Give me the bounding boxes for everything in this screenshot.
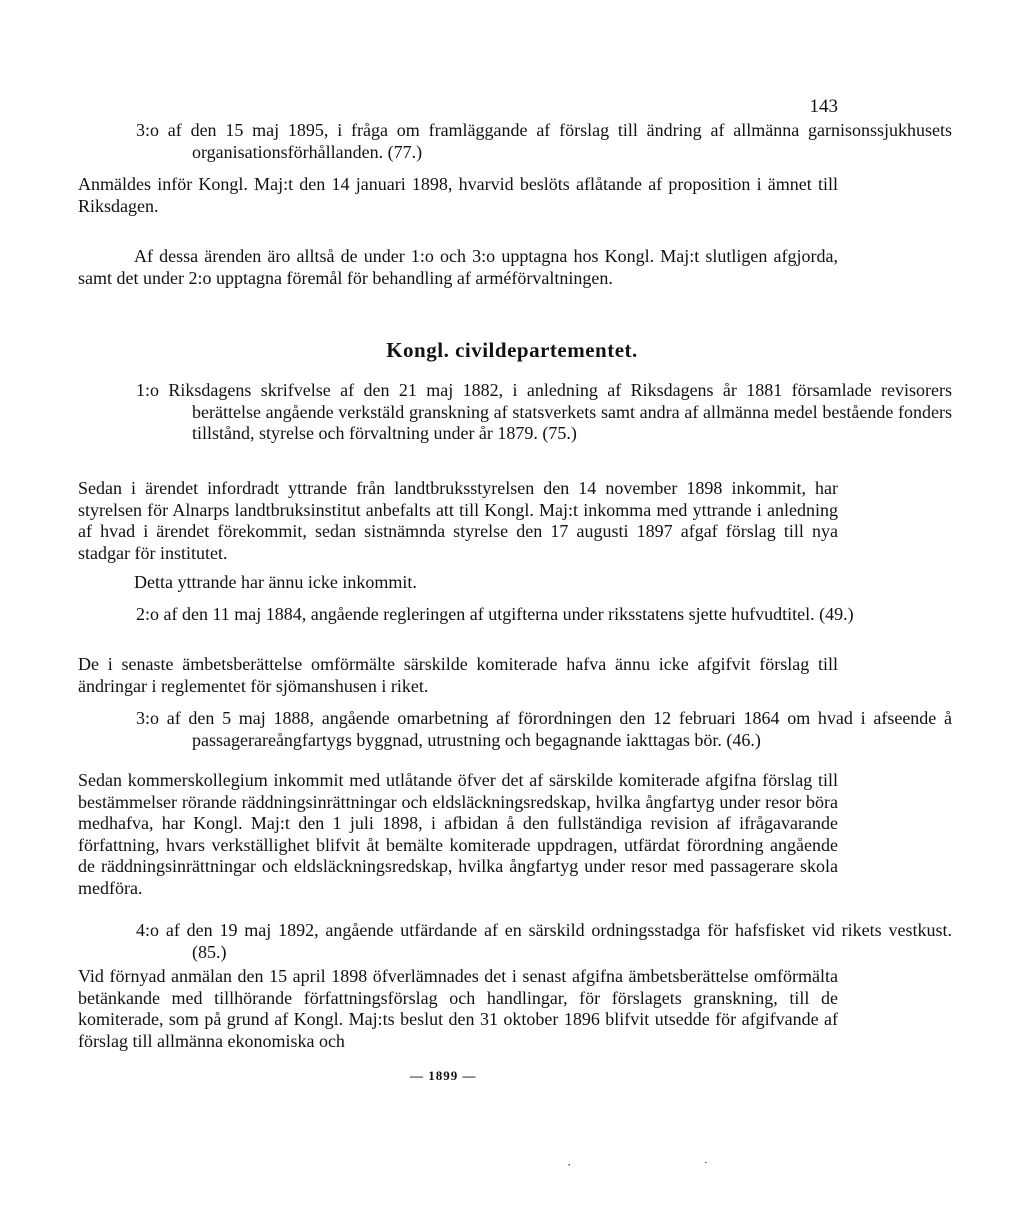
item-paragraph-3o: 3:o af den 15 maj 1895, i fråga om framläggande af förslag till ändring af allmänna garnisonssjukhusets organisationsförhållanden. (77.) bbox=[136, 120, 952, 162]
body-paragraph: Anmäldes inför Kongl. Maj:t den 14 januari 1898, hvarvid beslöts aflåtande af proposition i ämnet till Riksdagen. bbox=[78, 174, 838, 216]
summary-paragraph: Af dessa ärenden äro alltså de under 1:o och 3:o upptagna hos Kongl. Maj:t slutligen afgjorda, samt det under 2:o upptagna föremål för behandling af arméförvaltningen. bbox=[78, 246, 838, 288]
body-paragraph: Sedan i ärendet infordradt yttrande från landtbruksstyrelsen den 14 november 1898 inkommit, har styrelsen för Alnarps landtbruksinstitut anbefalts att till Kongl. Maj:t inkomma med yttrande i anledning af hvad i ärendet förekommit, sedan sistnämnda styrelse den 17 augusti 1897 afgaf förslag till nya stadgar för institutet. bbox=[78, 478, 838, 563]
item-paragraph-2o: 2:o af den 11 maj 1884, angående regleringen af utgifterna under riksstatens sjette hufvudtitel. (49.) bbox=[136, 604, 854, 624]
section-heading: Kongl. civildepartementet. bbox=[386, 338, 638, 362]
body-paragraph: Sedan kommerskollegium inkommit med utlåtande öfver det af särskilde komiterade afgifna förslag till bestämmelser rörande räddningsinrättningar och eldsläckningsredskap, hvilka ångfartyg under resor böra medhafva, har Kongl. Maj:t den 1 juli 1898, i afbidan å den fullständiga revision af ifrågavarande författning, hvars verkställighet blifvit åt bemälte komiterade uppdragen, utfärdat förordning angående de räddningsinrättningar och eldsläckningsredskap, hvilka ångfartyg under resor med passagerare skola medföra. bbox=[78, 770, 838, 898]
body-paragraph: De i senaste ämbetsberättelse omförmälte särskilde komiterade hafva ännu icke afgifvit förslag till ändringar i reglementet för sjömanshusen i riket. bbox=[78, 654, 838, 696]
item-paragraph-1o: 1:o Riksdagens skrifvelse af den 21 maj 1882, i anledning af Riksdagens år 1881 församlade revisorers berättelse angående verkstäld granskning af statsverkets samt andra af allmänna medel bestående fonders tillstånd, styrelse och förvaltning under år 1879. (75.) bbox=[136, 380, 952, 443]
page-number: 143 bbox=[809, 96, 838, 117]
printing-signature: — 1899 — bbox=[410, 1068, 477, 1083]
item-paragraph-3o: 3:o af den 5 maj 1888, angående omarbetning af förordningen den 12 februari 1864 om hvad i afseende å passagerareångfartygs byggnad, utrustning och begagnande iakttagas bör. (46.) bbox=[136, 708, 952, 750]
stray-mark: · bbox=[704, 1157, 708, 1169]
body-paragraph: Detta yttrande har ännu icke inkommit. bbox=[134, 572, 417, 592]
item-paragraph-4o: 4:o af den 19 maj 1892, angående utfärdande af en särskild ordningsstadga för hafsfisket vid rikets vestkust. (85.) bbox=[136, 920, 952, 962]
body-paragraph: Vid förnyad anmälan den 15 april 1898 öfverlämnades det i senast afgifna ämbetsberättelse omförmälta betänkande med tillhörande författningsförslag och handlingar, för förslagets granskning, till de komiterade, som på grund af Kongl. Maj:ts beslut den 31 oktober 1896 blifvit utsedde för afgifvande af förslag till allmänna ekonomiska och bbox=[78, 966, 838, 1051]
stray-mark: · bbox=[567, 1157, 572, 1172]
